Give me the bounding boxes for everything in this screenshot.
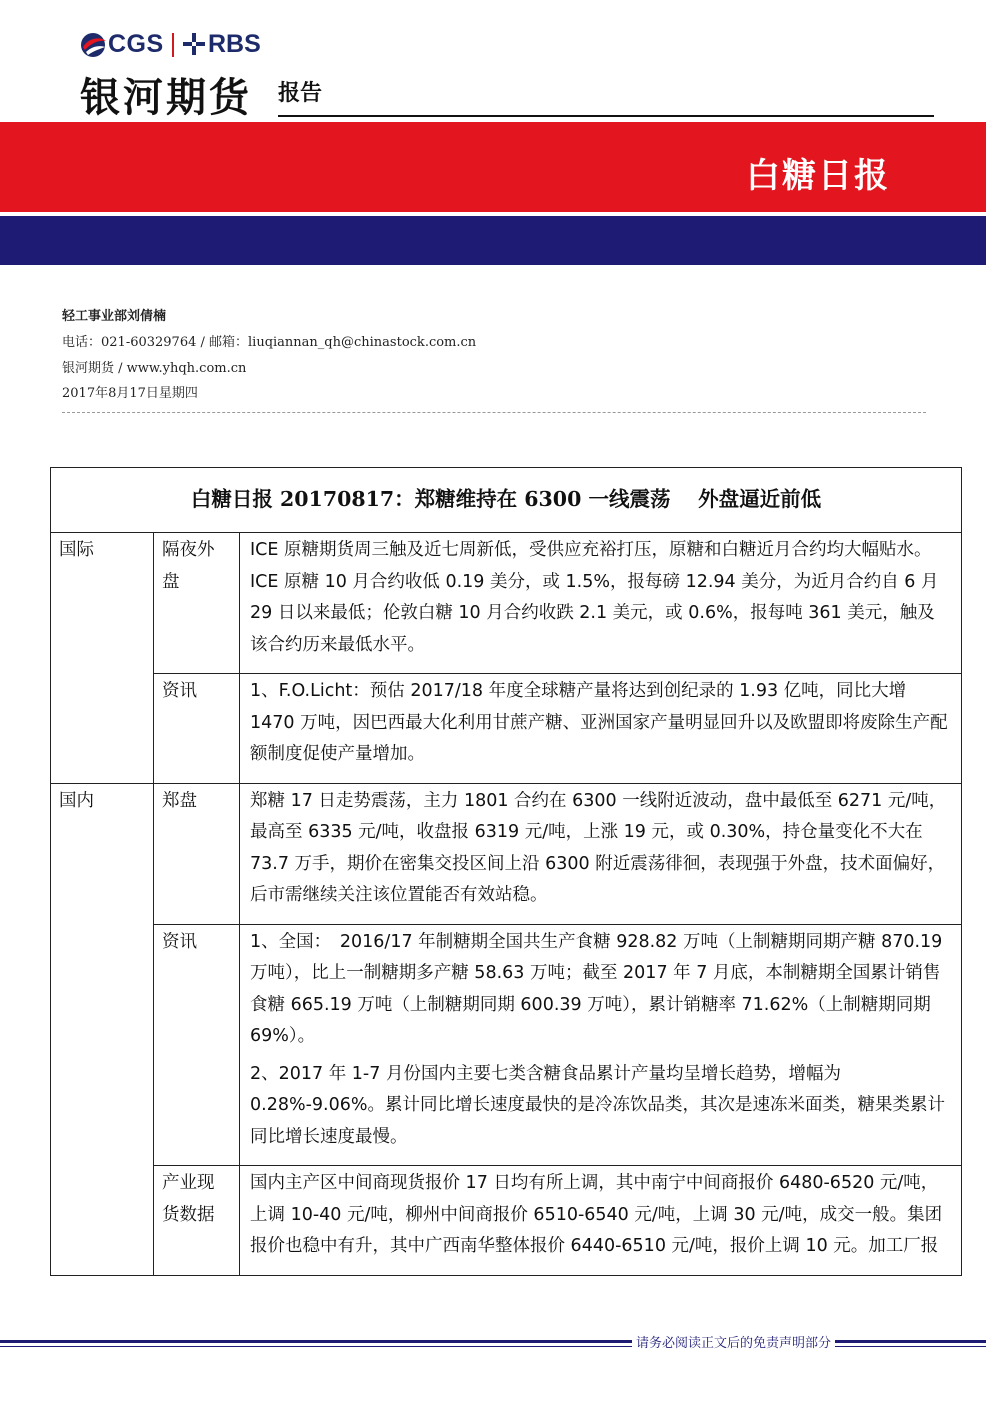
footer-rule-thin — [0, 1346, 986, 1347]
table-row — [51, 783, 962, 924]
category-cell: 国际 — [51, 533, 154, 784]
header-rule — [278, 115, 934, 117]
content-paragraph: 2、2017 年 1-7 月份国内主要七类含糖食品累计产量均呈增长趋势，增幅为 0.28%-9.06%。累计同比增长速度最快的是冷冻饮品类，其次是速冻米面类，糖果类累计同比增长速度最慢。 — [250, 1063, 945, 1147]
cgs-logo-icon — [80, 32, 108, 58]
row-content — [240, 783, 962, 924]
row-content — [240, 533, 962, 674]
table-row — [51, 674, 962, 784]
row-content — [240, 924, 962, 1166]
row-label: 隔夜外盘 — [154, 533, 240, 674]
rbs-logo-icon — [182, 32, 206, 56]
row-label: 产业现货数据 — [154, 1166, 240, 1276]
content-paragraph: ICE 原糖期货周三触及近七周新低，受供应充裕打压，原糖和白糖近月合约均大幅贴水。ICE 原糖 10 月合约收低 0.19 美分，或 1.5%，报每磅 12.94 美分，为近月合约自 6 月 29 日以来最低；伦敦白糖 10 月合约收跌 2.1 美元，或 0.6%，报每吨 361 美元，触及该合约历来最低水平。 — [250, 540, 939, 655]
disclaimer-note: 请务必阅读正文后的免责声明部分 — [632, 1332, 835, 1351]
logo-cgs-text: CGS — [108, 30, 164, 58]
logo-rbs-text: RBS — [208, 30, 261, 58]
report-table — [50, 467, 962, 1276]
row-content — [240, 674, 962, 784]
company-website: 银河期货 / www.yhqh.com.cn — [62, 361, 247, 376]
row-content — [240, 1166, 962, 1276]
dashed-divider — [62, 412, 926, 413]
content-paragraph: 1、F.O.Licht：预估 2017/18 年度全球糖产量将达到创纪录的 1.93 亿吨，同比大增 1470 万吨，因巴西最大化利用甘蔗产糖、亚洲国家产量明显回升以及欧盟即将废除生产配额制度促使产量增加。 — [250, 681, 948, 764]
logo-separator — [172, 33, 174, 57]
footer-rule — [0, 1340, 986, 1343]
row-label: 资讯 — [154, 924, 240, 1166]
report-type-label: 报告 — [278, 81, 323, 106]
table-row — [51, 924, 962, 1166]
category-cell: 国内 — [51, 783, 154, 1275]
table-title-row — [51, 468, 962, 533]
company-logo-cn: 银河期货 — [80, 75, 252, 121]
row-label: 资讯 — [154, 674, 240, 784]
row-label: 郑盘 — [154, 783, 240, 924]
navy-band — [0, 216, 986, 265]
table-row — [51, 533, 962, 674]
report-date: 2017年8月17日星期四 — [62, 386, 198, 401]
content-paragraph: 郑糖 17 日走势震荡，主力 1801 合约在 6300 一线附近波动，盘中最低至 6271 元/吨，最高至 6335 元/吨，收盘报 6319 元/吨，上涨 19 元，或 0.30%，持仓量变化不大在 73.7 万手，期价在密集交投区间上沿 6300 附近震荡徘徊，表现强于外盘，技术面偏好，后市需继续关注该位置能否有效站稳。 — [250, 790, 947, 905]
report-title: 白糖日报 — [746, 156, 890, 196]
content-paragraph: 国内主产区中间商现货报价 17 日均有所上调，其中南宁中间商报价 6480-6520 元/吨，上调 10-40 元/吨，柳州中间商报价 6510-6540 元/吨，上调 30 元/吨，成交一般。集团报价也稳中有升，其中广西南华整体报价 6440-6510 元/吨，报价上调 10 元。加工厂报 — [250, 1173, 943, 1256]
table-title: 白糖日报 20170817：郑糖维持在 6300 一线震荡 外盘逼近前低 — [51, 468, 962, 533]
content-paragraph: 1、全国： 2016/17 年制糖期全国共生产食糖 928.82 万吨（上制糖期同期产糖 870.19 万吨），比上一制糖期多产糖 58.63 万吨；截至 2017 年 7 月底，本制糖期全国累计销售食糖 665.19 万吨（上制糖期同期 600.39 万吨），累计销糖率 71.62%（上制糖期同期 69%）。 — [250, 931, 943, 1046]
table-row — [51, 1166, 962, 1276]
author-name: 轻工事业部刘倩楠 — [62, 309, 167, 324]
author-contact: 电话：021-60329764 / 邮箱：liuqiannan_qh@chinastock.com.cn — [62, 335, 477, 350]
